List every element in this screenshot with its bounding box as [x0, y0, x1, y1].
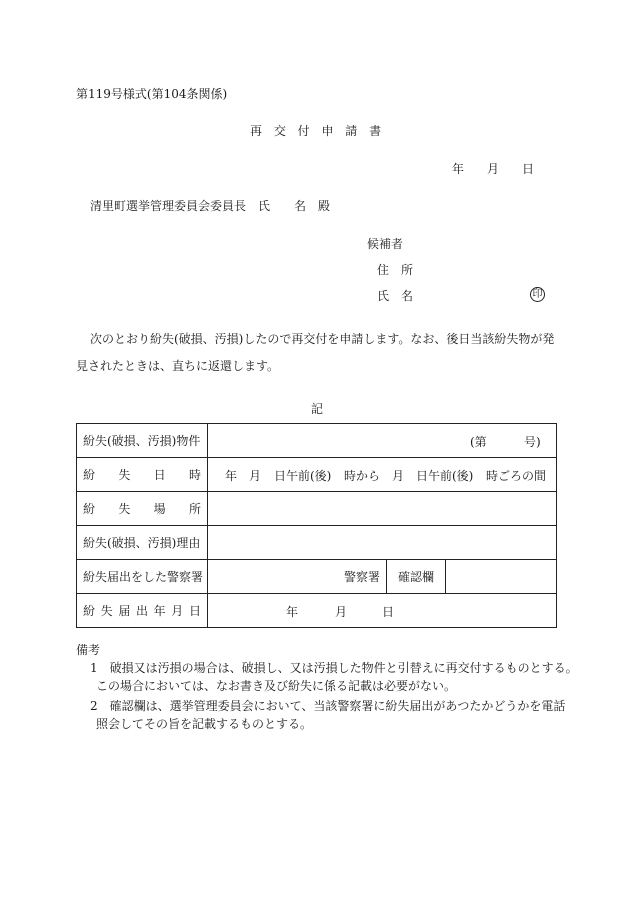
table-row-datetime	[77, 458, 557, 492]
note-1-line-2: この場合においては、なお書き及び紛失に係る記載は必要がない。	[96, 679, 457, 693]
datetime-around: 時ごろの間	[486, 469, 547, 483]
table-row-reason	[77, 526, 557, 560]
confirm-field[interactable]	[446, 560, 556, 593]
body-line-2: 見されたときは、直ちに返還します。	[76, 359, 280, 373]
ki-heading: 記	[311, 402, 324, 416]
label-lost-datetime: 紛 失 日 時	[83, 468, 201, 482]
report-day: 日	[382, 605, 395, 619]
place-field[interactable]	[208, 492, 557, 526]
police-station-field[interactable]	[208, 560, 387, 593]
report-year: 年	[286, 605, 299, 619]
item-number-go: 号)	[524, 435, 541, 449]
datetime-from: 時から	[344, 469, 381, 483]
label-police-station: 紛失届出をした警察署	[83, 570, 204, 584]
applicant-heading: 候補者	[367, 237, 404, 251]
notes-heading: 備考	[76, 643, 101, 657]
datetime-month1: 月	[249, 469, 262, 483]
label-report-date: 紛 失 届 出 年 月 日	[83, 604, 201, 618]
page-title: 再 交 付 申 請 書	[250, 124, 386, 138]
addressee: 清里町選挙管理委員会委員長 氏 名 殿	[90, 199, 331, 213]
confirm-label: 確認欄	[387, 560, 446, 593]
table-row-item	[77, 424, 557, 458]
report-date-field[interactable]	[208, 594, 557, 628]
applicant-name-label: 氏 名	[377, 289, 414, 303]
date-year: 年	[452, 162, 465, 176]
seal-mark: 印	[530, 287, 545, 302]
datetime-field[interactable]	[208, 458, 557, 492]
label-lost-place: 紛 失 場 所	[83, 502, 201, 516]
datetime-month2: 月	[392, 469, 405, 483]
police-suffix: 警察署	[343, 570, 380, 584]
police-cell	[208, 560, 557, 594]
note-2-line-2: 照会してその旨を記載するものとする。	[96, 717, 313, 731]
item-number-dai: (第	[470, 435, 487, 449]
report-month: 月	[335, 605, 348, 619]
datetime-day-ampm2: 日午前(後)	[416, 469, 474, 483]
datetime-day-ampm1: 日午前(後)	[274, 469, 332, 483]
form-number: 第119号様式(第104条関係)	[76, 87, 228, 101]
datetime-year: 年	[225, 469, 238, 483]
label-lost-item: 紛失(破損、汚損)物件	[83, 434, 201, 448]
application-table	[76, 423, 557, 628]
table-row-police	[77, 560, 557, 594]
label-lost-reason: 紛失(破損、汚損)理由	[83, 536, 201, 550]
item-field[interactable]	[208, 424, 557, 458]
table-row-report-date	[77, 594, 557, 628]
reason-field[interactable]	[208, 526, 557, 560]
note-1-line-1: 1 破損又は汚損の場合は、破損し、又は汚損した物件と引替えに再交付するものとする。	[90, 661, 578, 675]
date-month: 月	[487, 162, 500, 176]
note-2-line-1: 2 確認欄は、選挙管理委員会において、当該警察署に紛失届出があつたかどうかを電話	[90, 699, 566, 713]
date-day: 日	[522, 162, 535, 176]
body-line-1: 次のとおり紛失(破損、汚損)したので再交付を申請します。なお、後日当該紛失物が発	[90, 332, 555, 346]
applicant-address-label: 住 所	[377, 263, 414, 277]
table-row-place	[77, 492, 557, 526]
